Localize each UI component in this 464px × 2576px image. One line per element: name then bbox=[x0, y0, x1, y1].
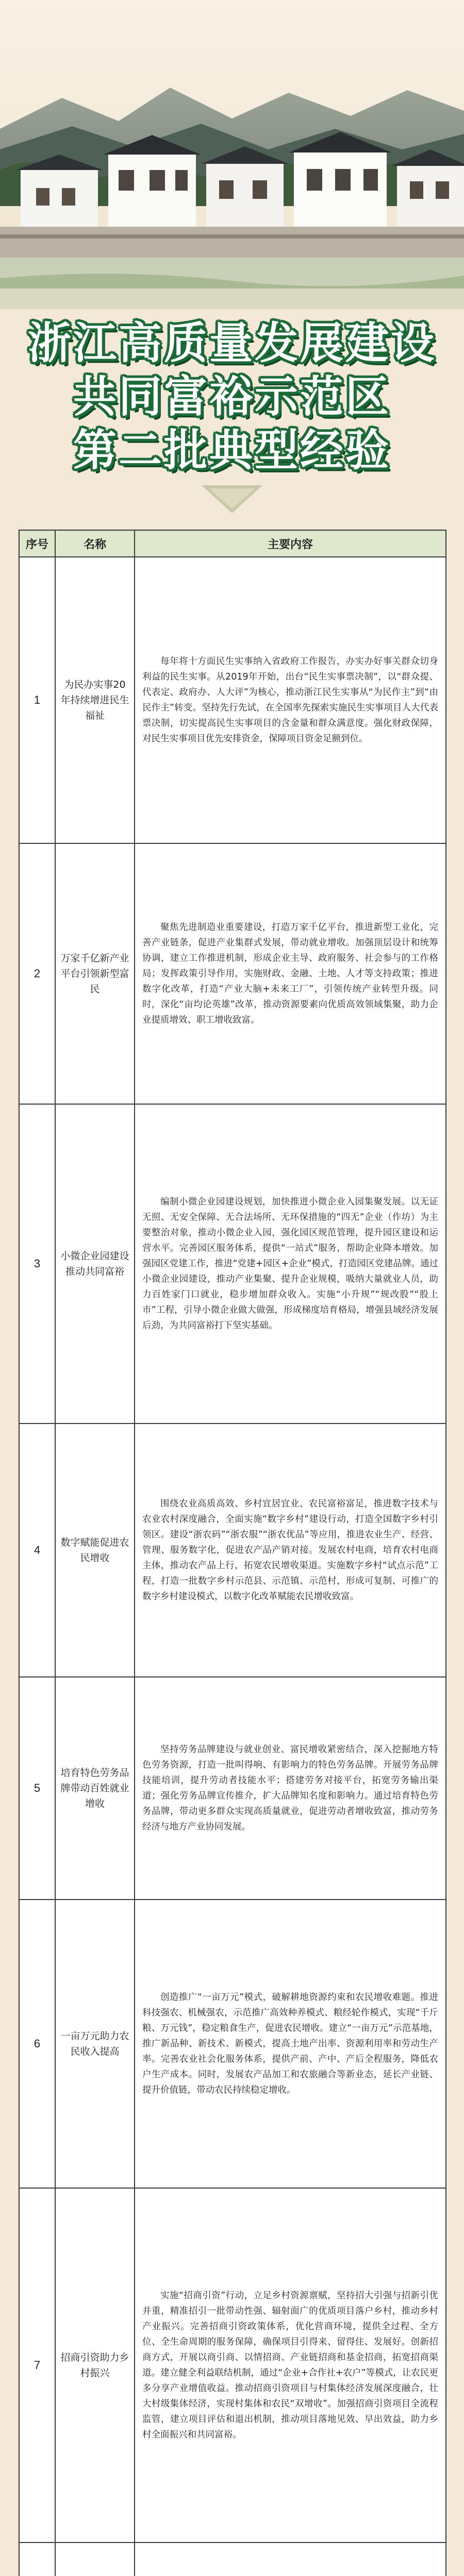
table-row bbox=[19, 1900, 446, 2188]
down-arrow-icon bbox=[198, 483, 266, 515]
experience-table bbox=[19, 530, 446, 2576]
row-name: 培育特色劳务品牌带动百姓就业增收 bbox=[55, 1677, 135, 1900]
row-index: 3 bbox=[19, 1104, 55, 1423]
table-row bbox=[19, 1423, 446, 1677]
table-header-row bbox=[19, 530, 446, 557]
table-row bbox=[19, 557, 446, 843]
row-index bbox=[19, 2543, 55, 2576]
headline-line-3: 第二批典型经验 bbox=[73, 425, 391, 476]
header-content: 主要内容 bbox=[135, 530, 446, 557]
row-index: 6 bbox=[19, 1900, 55, 2188]
row-name: 一亩万元助力农民收入提高 bbox=[55, 1900, 135, 2188]
row-content: 创造推广“一亩万元”模式，破解耕地资源约束和农民增收难题。推进科技强农、机械强农，示范推广高效种养模式、粮经轮作模式，实现“千斤粮、万元钱”，稳定粮食生产，促进农民增收。建立“一亩万元”示范基地，推广新品种、新技术、新模式，提高土地产出率、资源利用率和劳动生产率。完善农业社会化服务体系，提供产前、产中、产后全程服务，降低农户生产成本。同时，发展农产品加工和农旅融合等新业态，延长产业链、提升价值链，带动农民持续稳定增收。 bbox=[135, 1900, 446, 2188]
row-name: 招商引资助力乡村振兴 bbox=[55, 2188, 135, 2543]
header-index: 序号 bbox=[19, 530, 55, 557]
row-name: 为民办实事20年持续增进民生福祉 bbox=[55, 557, 135, 843]
row-content: 实施“招商引资”行动，立足乡村资源禀赋，坚持招大引强与招新引优并重，精准招引一批带动性强、辐射面广的优质项目落户乡村，推动乡村产业振兴。完善招商引资政策体系，优化营商环境，提供全过程、全方位、全生命周期的服务保障，确保项目引得来、留得住、发展好。创新招商方式，开展以商引商、以情招商、产业链招商和基金招商，拓宽招商渠道。建立健全利益联结机制，通过“企业+合作社+农户”等模式，让农民更多分享产业增值收益。推动招商引资项目与村集体经济发展深度融合，壮大村级集体经济，实现村集体和农民“双增收”。加强招商引资项目全流程监管，建立项目评估和退出机制，推动项目落地见效、早出效益，助力乡村全面振兴和共同富裕。 bbox=[135, 2188, 446, 2543]
row-content: 每年将十方面民生实事纳入省政府工作报告，办实办好事关群众切身利益的民生实事。从2019年开始，出台“民生实事票决制”，以“群众提、代表定、政府办、人大评”为核心，推动浙江民生实事从“为民作主”到“由民作主”转变。坚持先行先试，在全国率先探索实施民生实事项目人大代表票决制，切实提高民生实事项目的含金量和群众满意度。强化财政保障，对民生实事项目优先安排资金，保障项目资金足额到位。 bbox=[135, 557, 446, 843]
row-content: 编制小微企业园建设规划，加快推进小微企业入园集聚发展。以无证无照、无安全保障、无合法场所、无环保措施的“四无”企业（作坊）为主要整治对象，推动小微企业入园，强化园区规范管理，提升园区建设和运营水平。完善园区服务体系，提供“一站式”服务，帮助企业降本增效。加强园区党建工作，推进“党建+园区+企业”模式，打造园区党建品牌。通过小微企业园建设，推动产业集聚、提升企业规模，吸纳大量就业人员，助力百姓家门口就业，稳步增加群众收入。实施“小升规”“规改股”“股上市”工程，引导小微企业做大做强，形成梯度培育格局，增强县域经济发展后劲，为共同富裕打下坚实基础。 bbox=[135, 1104, 446, 1423]
row-name: 小微企业园建设推动共同富裕 bbox=[55, 1104, 135, 1423]
table-row bbox=[19, 843, 446, 1104]
row-index: 7 bbox=[19, 2188, 55, 2543]
row-name bbox=[55, 2543, 135, 2576]
row-content: 围绕农业高质高效、乡村宜居宜业、农民富裕富足，推进数字技术与农业农村深度融合，全面实施“数字乡村”建设行动，打造全国数字乡村引领区。建设“浙农码”“浙农服”“浙农优品”等应用，推进农业生产、经营、管理、服务数字化，促进农产品产销对接。发展农村电商，培育农村电商主体，推动农产品上行，拓宽农民增收渠道。实施数字乡村“试点示范”工程，打造一批数字乡村示范县、示范镇、示范村，形成可复制、可推广的数字乡村建设模式，以数字化改革赋能农民增收致富。 bbox=[135, 1423, 446, 1677]
row-index: 2 bbox=[19, 843, 55, 1104]
hero-village-photo bbox=[0, 0, 464, 309]
table-row bbox=[19, 2543, 446, 2576]
table-row bbox=[19, 1677, 446, 1900]
headline-line-1: 浙江高质量发展建设 bbox=[27, 318, 436, 368]
row-content: 坚持劳务品牌建设与就业创业、富民增收紧密结合，深入挖掘地方特色劳务资源，打造一批叫得响、有影响力的特色劳务品牌。开展劳务品牌技能培训，提升劳动者技能水平；搭建劳务对接平台，拓宽劳务输出渠道；强化劳务品牌宣传推介，扩大品牌知名度和影响力。通过培育特色劳务品牌，带动更多群众实现高质量就业，促进劳动者增收致富，推动劳务经济与地方产业协同发展。 bbox=[135, 1677, 446, 1900]
row-index: 1 bbox=[19, 557, 55, 843]
table-row bbox=[19, 1104, 446, 1423]
header-name: 名称 bbox=[55, 530, 135, 557]
table-row bbox=[19, 2188, 446, 2543]
row-index: 5 bbox=[19, 1677, 55, 1900]
row-name: 数字赋能促进农民增收 bbox=[55, 1423, 135, 1677]
headline-block bbox=[0, 309, 464, 526]
row-name: 万家千亿新产业平台引领新型富民 bbox=[55, 843, 135, 1104]
row-content: 聚焦先进制造业重要建设，打造万家千亿平台，推进新型工业化，完善产业链条，促进产业集群式发展，带动就业增收。加强顶层设计和统筹协调，建立工作推进机制，形成企业主导、政府服务、社会参与的工作格局；发挥政策引导作用，实施财政、金融、土地、人才等支持政策；推进数字化改革，打造“产业大脑+未来工厂”，引领传统产业转型升级。同时，深化“亩均论英雄”改革，推动资源要素向优质高效领域集聚，助力企业提质增效、职工增收致富。 bbox=[135, 843, 446, 1104]
headline-line-2: 共同富裕示范区 bbox=[73, 371, 391, 422]
row-content bbox=[135, 2543, 446, 2576]
experience-table-card bbox=[19, 530, 445, 2576]
row-index: 4 bbox=[19, 1423, 55, 1677]
